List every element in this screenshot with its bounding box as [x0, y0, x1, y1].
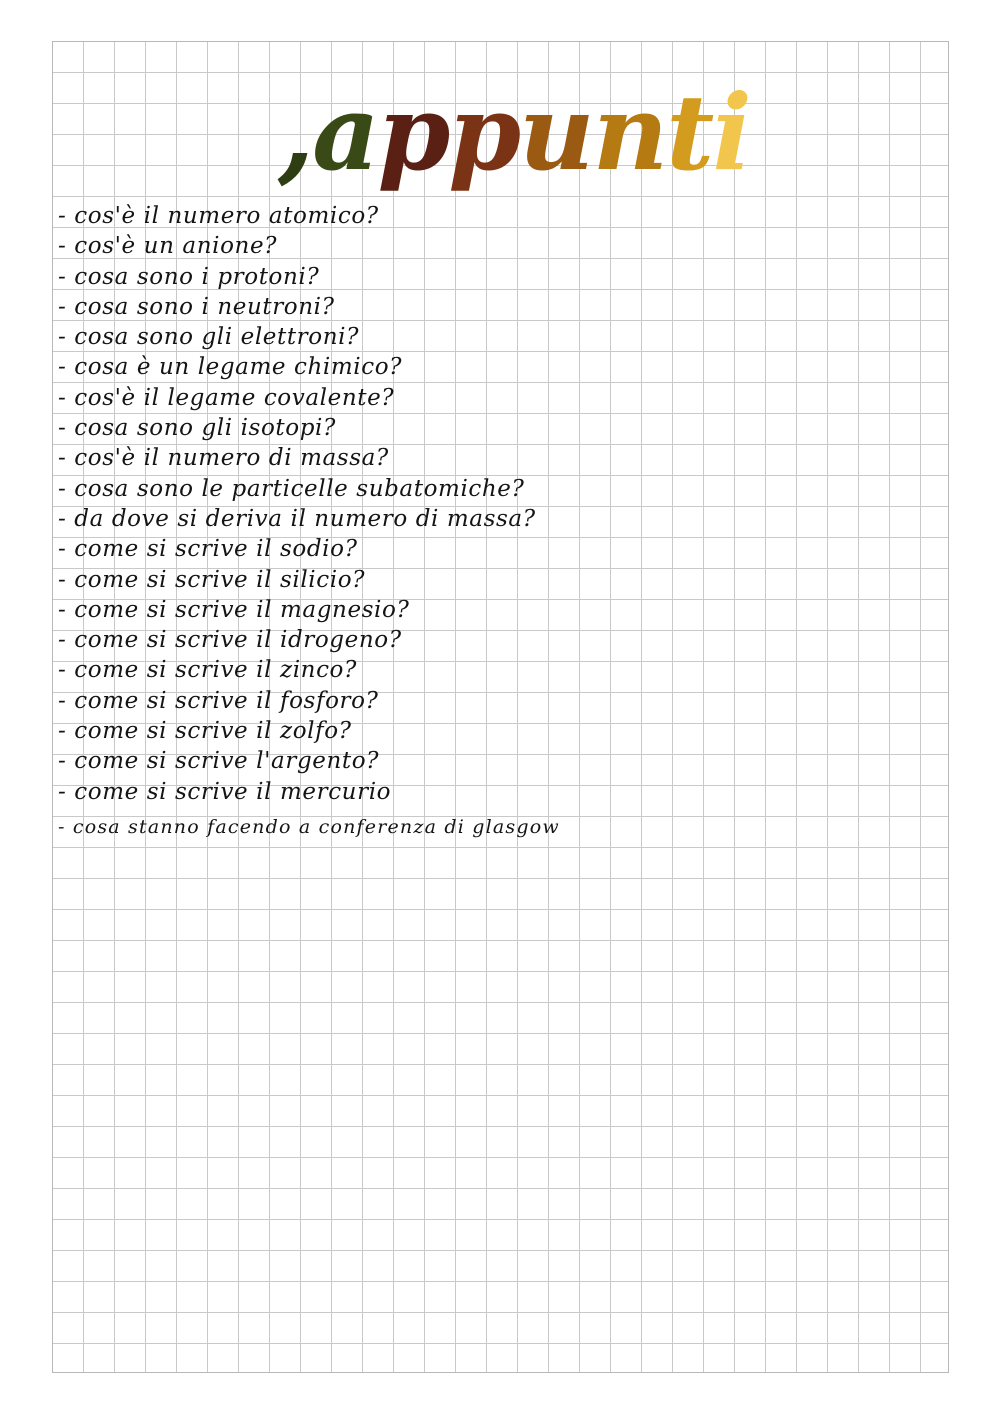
question-item: - cosa sono le particelle subatomiche?: [58, 475, 525, 502]
title-letter: u: [519, 71, 593, 194]
title-letter: p: [377, 71, 449, 194]
question-item: - come si scrive il magnesio?: [58, 596, 410, 623]
page-title: [278, 58, 750, 208]
question-item: - come si scrive l'argento?: [58, 748, 380, 775]
question-item: - cos'è il numero atomico?: [58, 203, 379, 229]
title-letter: i: [712, 71, 750, 194]
question-item: - cosa sono i neutroni?: [58, 293, 335, 320]
question-list: [58, 201, 560, 843]
question-item: - cos'è il legame covalente?: [58, 384, 395, 411]
question-item: - cosa sono gli isotopi?: [58, 415, 336, 442]
question-item: - come si scrive il fosforo?: [58, 687, 379, 714]
question-item: - cos'è il numero di massa?: [58, 445, 389, 472]
question-item: - come si scrive il zolfo?: [58, 718, 352, 745]
title-letter: t: [666, 71, 713, 194]
question-item: - cos'è un anione?: [58, 233, 278, 260]
title-letter: p: [448, 71, 520, 194]
question-item: - come si scrive il sodio?: [58, 536, 358, 563]
question-item: - cosa è un legame chimico?: [58, 354, 403, 381]
title-letter: n: [592, 71, 667, 194]
question-item: - cosa sono gli elettroni?: [58, 324, 360, 351]
title-letter: ,: [278, 71, 313, 194]
title-letter: a: [312, 71, 378, 194]
question-item: - cosa sono i protoni?: [58, 263, 320, 290]
question-item: - come si scrive il zinco?: [58, 657, 357, 684]
question-item: - come si scrive il mercurio: [58, 778, 392, 805]
question-item: - come si scrive il silicio?: [58, 566, 366, 593]
question-item: - da dove si deriva il numero di massa?: [58, 505, 536, 532]
highlighted-question-item: - cosa stanno facendo a conferenza di glasgow: [58, 811, 560, 843]
question-item: - come si scrive il idrogeno?: [58, 627, 402, 654]
